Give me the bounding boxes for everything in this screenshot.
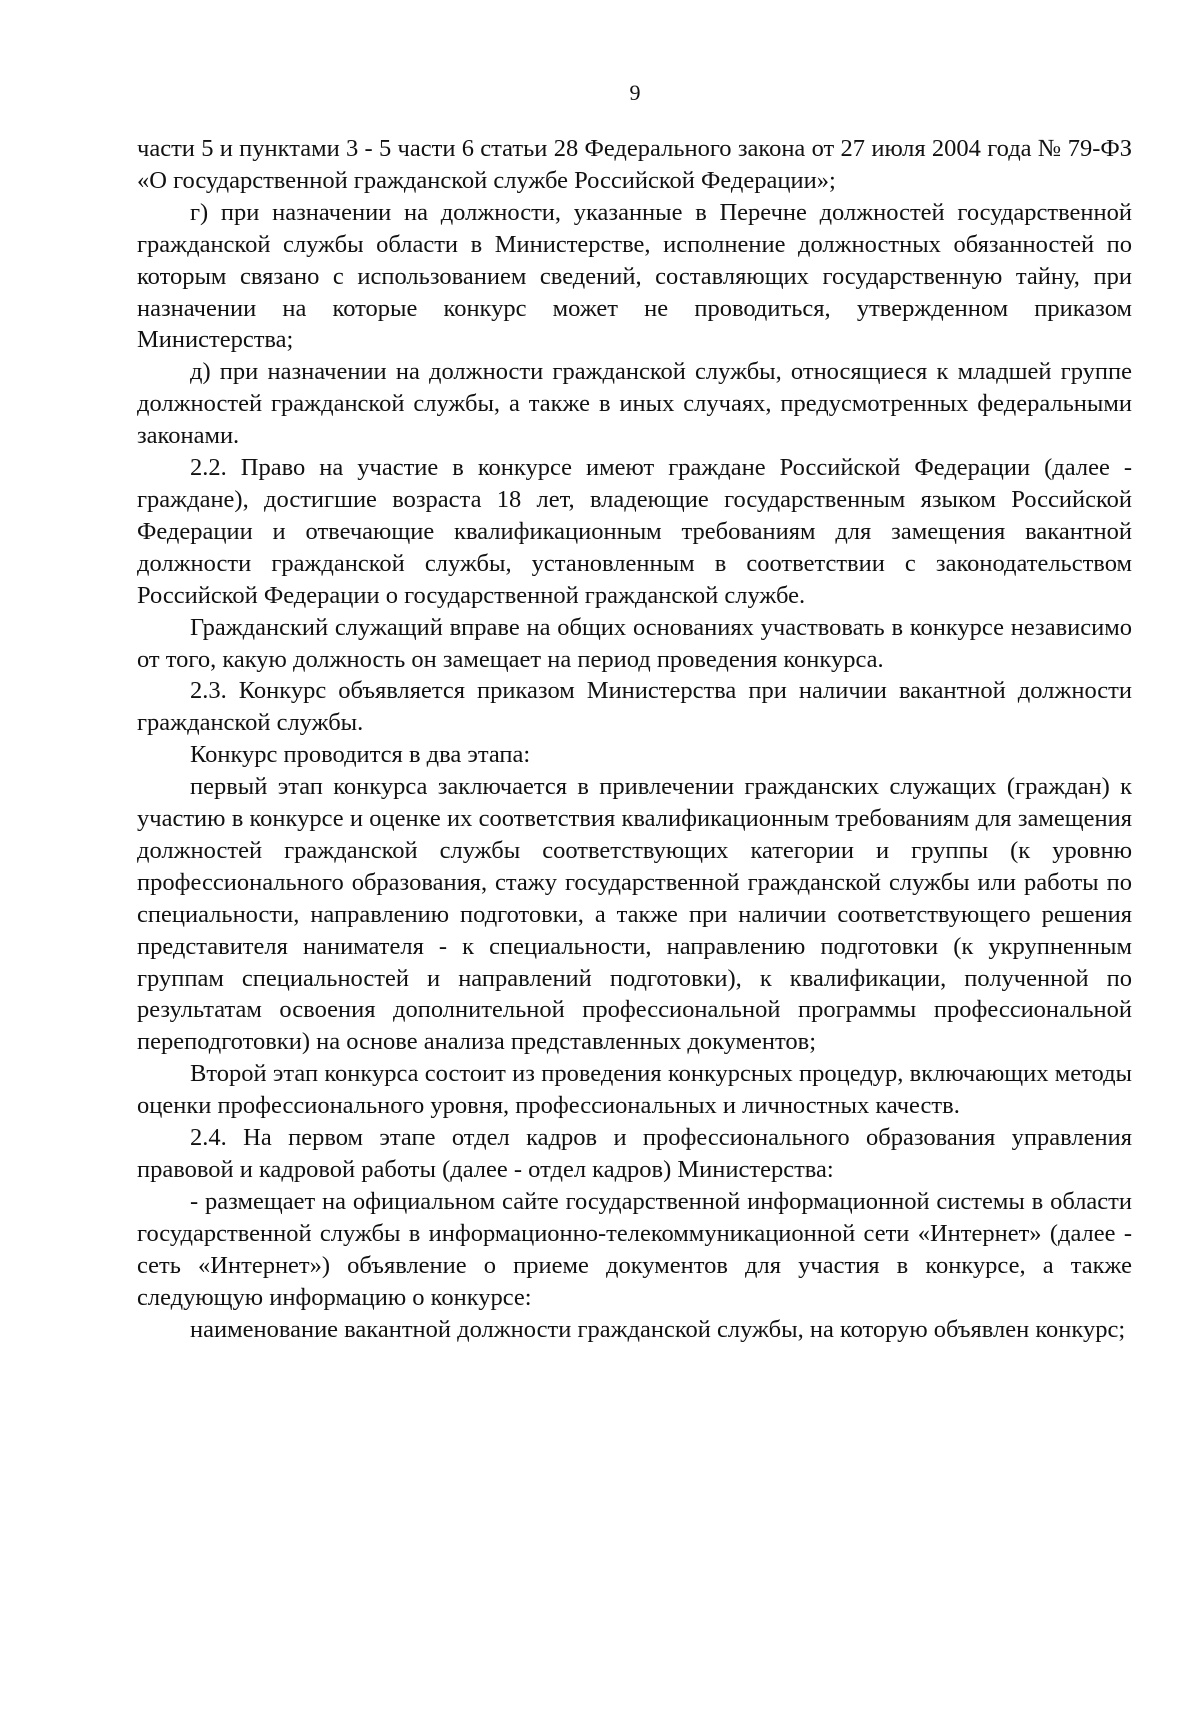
paragraph-vacancy-name: наименование вакантной должности гражданской службы, на которую объявлен конкурс; <box>190 1315 1126 1343</box>
paragraph-item-d: д) при назначении на должности гражданской службы, относящиеся к младшей группе должностей гражданской службы, а также в иных случаях, предусмотренных федеральными законами. <box>137 358 1132 450</box>
paragraph-first-stage: первый этап конкурса заключается в привлечении гражданских служащих (граждан) к участию в конкурсе и оценке их соответствия квалификационным требованиям для замещения должностей гражданской службы соответствующих категории и группы (к уровню профессионального образования, стажу государственной гражданской службы или работы по специальности, направлению подготовки, а также при наличии соответствующего решения представителя нанимателя - к специальности, направлению подготовки (к укрупненным группам специальностей и направлений подготовки), к квалификации, полученной по результатам освоения дополнительной профессиональной программы профессиональной переподготовки) на основе анализа представленных документов; <box>137 773 1132 1056</box>
paragraph-2-3: 2.3. Конкурс объявляется приказом Министерства при наличии вакантной должности гражданской службы. <box>137 677 1132 737</box>
document-body <box>137 133 1132 1345</box>
paragraph-2-4: 2.4. На первом этапе отдел кадров и профессионального образования управления правовой и кадровой работы (далее - отдел кадров) Министерства: <box>137 1124 1132 1183</box>
paragraph-civil-servant-right: Гражданский служащий вправе на общих основаниях участвовать в конкурсе независимо от того, какую должность он замещает на период проведения конкурса. <box>137 613 1132 673</box>
paragraph-item-g: г) при назначении на должности, указанные в Перечне должностей государственной гражданской службы области в Министерстве, исполнение должностных обязанностей по которым связано с использованием сведений, составляющих государственную тайну, при назначении на которые конкурс может не проводиться, утвержденном приказом Министерства; <box>137 198 1132 354</box>
paragraph-2-2: 2.2. Право на участие в конкурсе имеют граждане Российской Федерации (далее - граждане), достигшие возраста 18 лет, владеющие государственным языком Российской Федерации и отвечающие квалификационным требованиям для замещения вакантной должности гражданской службы, установленным в соответствии с законодательством Российской Федерации о государственной гражданской службе. <box>137 454 1132 609</box>
paragraph-two-stages: Конкурс проводится в два этапа: <box>190 741 531 769</box>
page-number: 9 <box>629 80 641 105</box>
paragraph-continuation: части 5 и пунктами 3 - 5 части 6 статьи 28 Федерального закона от 27 июля 2004 года № 79-ФЗ «О государственной гражданской службе Российской Федерации»; <box>137 135 1132 194</box>
paragraph-publication: - размещает на официальном сайте государственной информационной системы в области государственной службы в информационно-телекоммуникационной сети «Интернет» (далее - сеть «Интернет») объявление о приеме документов для участия в конкурсе, а также следующую информацию о конкурсе: <box>137 1187 1132 1311</box>
paragraph-second-stage: Второй этап конкурса состоит из проведения конкурсных процедур, включающих методы оценки профессионального уровня, профессиональных и личностных качеств. <box>137 1060 1132 1120</box>
